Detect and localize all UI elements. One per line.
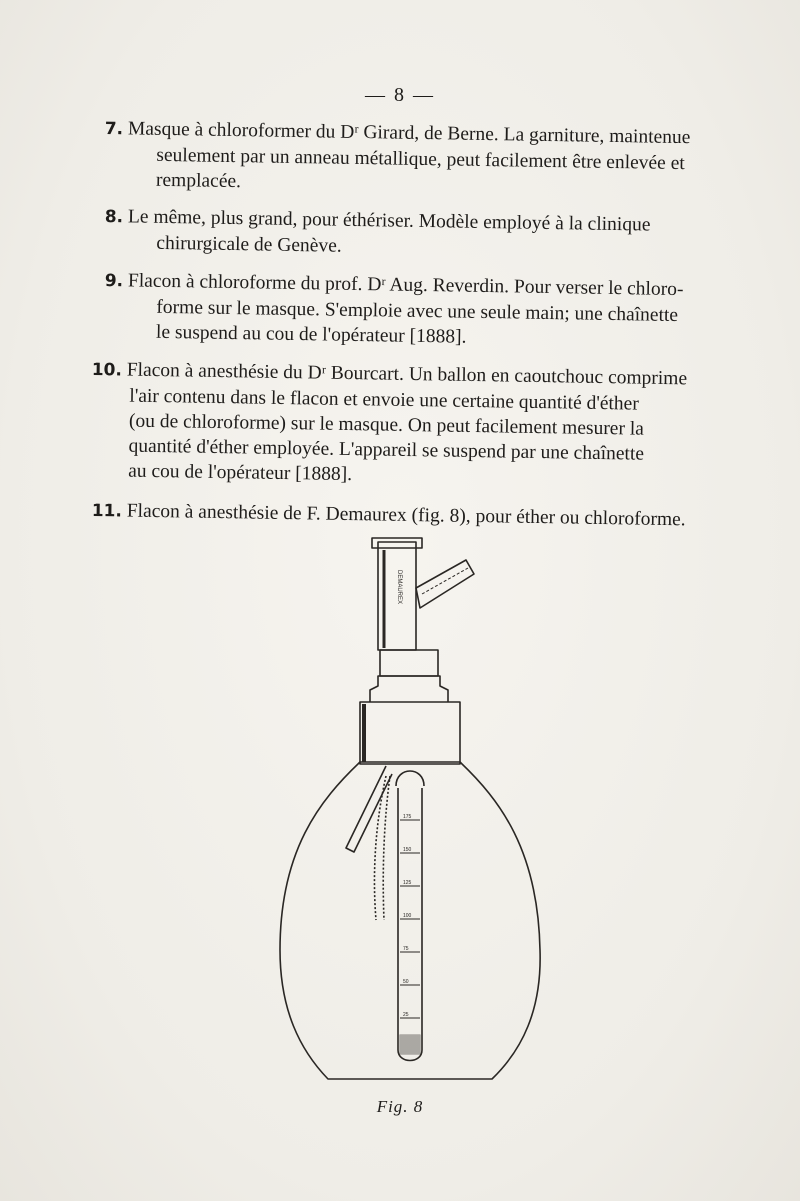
scale-label: 100 bbox=[403, 913, 412, 919]
flask-collar bbox=[360, 702, 460, 764]
entry-7 bbox=[104, 116, 725, 202]
entry-9-line-1: 9. Flacon à chloroforme du prof. Dʳ Aug. Reverdin. Pour verser le chloro- bbox=[104, 270, 684, 301]
flask-spout bbox=[416, 560, 474, 608]
scale-label: 50 bbox=[403, 979, 409, 985]
entry-7-line-2: seulement par un anneau métallique, peut facilement être enlevée et bbox=[156, 144, 685, 175]
page-number: — 8 — bbox=[365, 84, 435, 106]
entry-11-line-1: 11. Flacon à anesthésie de F. Demaurex (fig. 8), pour éther ou chloroforme. bbox=[91, 500, 686, 531]
flask-neck-ring bbox=[380, 650, 438, 676]
flask-body bbox=[280, 762, 540, 1079]
entry-11 bbox=[92, 498, 712, 534]
entry-7-number: 7. bbox=[104, 118, 124, 140]
scale-label: 175 bbox=[403, 814, 412, 820]
tube-loop bbox=[396, 771, 424, 786]
anesthesia-flask-illustration bbox=[260, 530, 560, 1090]
entry-7-line-3: remplacée. bbox=[155, 169, 242, 193]
measuring-tube bbox=[398, 788, 422, 1061]
entry-9 bbox=[104, 268, 725, 354]
figure-caption: Fig. 8 bbox=[376, 1097, 424, 1116]
scale-label: 150 bbox=[403, 847, 412, 853]
neck-engraving: DEMAUREX bbox=[396, 570, 402, 605]
entry-10-line-5: au cou de l'opérateur [1888]. bbox=[128, 460, 353, 486]
entry-11-number: 11. bbox=[91, 500, 123, 522]
flask-tube-cap bbox=[372, 538, 422, 548]
entry-10-number: 10. bbox=[91, 359, 123, 381]
flask-neck-step bbox=[370, 676, 448, 702]
scale-marks bbox=[400, 814, 420, 1018]
scale-label: 75 bbox=[403, 946, 409, 952]
entry-10-line-4: quantité d'éther employée. L'appareil se suspend par une chaînette bbox=[128, 435, 645, 465]
entry-10-line-3: (ou de chloroforme) sur le masque. On peut facilement mesurer la bbox=[128, 410, 645, 440]
entry-8 bbox=[104, 204, 725, 265]
scale-label: 25 bbox=[403, 1012, 409, 1018]
entry-10-line-2: l'air contenu dans le flacon et envoie une certaine quantité d'éther bbox=[129, 385, 639, 415]
scale-label: 125 bbox=[403, 880, 412, 886]
entry-10 bbox=[90, 357, 712, 493]
entry-9-line-3: le suspend au cou de l'opérateur [1888]. bbox=[155, 321, 467, 348]
entry-8-line-2: chirurgicale de Genève. bbox=[156, 232, 342, 257]
outer-strap bbox=[346, 766, 392, 852]
entry-8-number: 8. bbox=[104, 206, 124, 228]
entry-7-line-1: 7. Masque à chloroformer du Dʳ Girard, de Berne. La garniture, maintenue bbox=[104, 118, 691, 149]
entry-9-number: 9. bbox=[104, 270, 124, 292]
entry-9-line-2: forme sur le masque. S'emploie avec une seule main; une chaînette bbox=[156, 296, 679, 327]
entry-8-line-1: 8. Le même, plus grand, pour éthériser. Modèle employé à la clinique bbox=[104, 206, 651, 236]
entry-10-line-1: 10. Flacon à anesthésie du Dʳ Bourcart. Un ballon en caoutchouc comprime bbox=[91, 359, 688, 390]
